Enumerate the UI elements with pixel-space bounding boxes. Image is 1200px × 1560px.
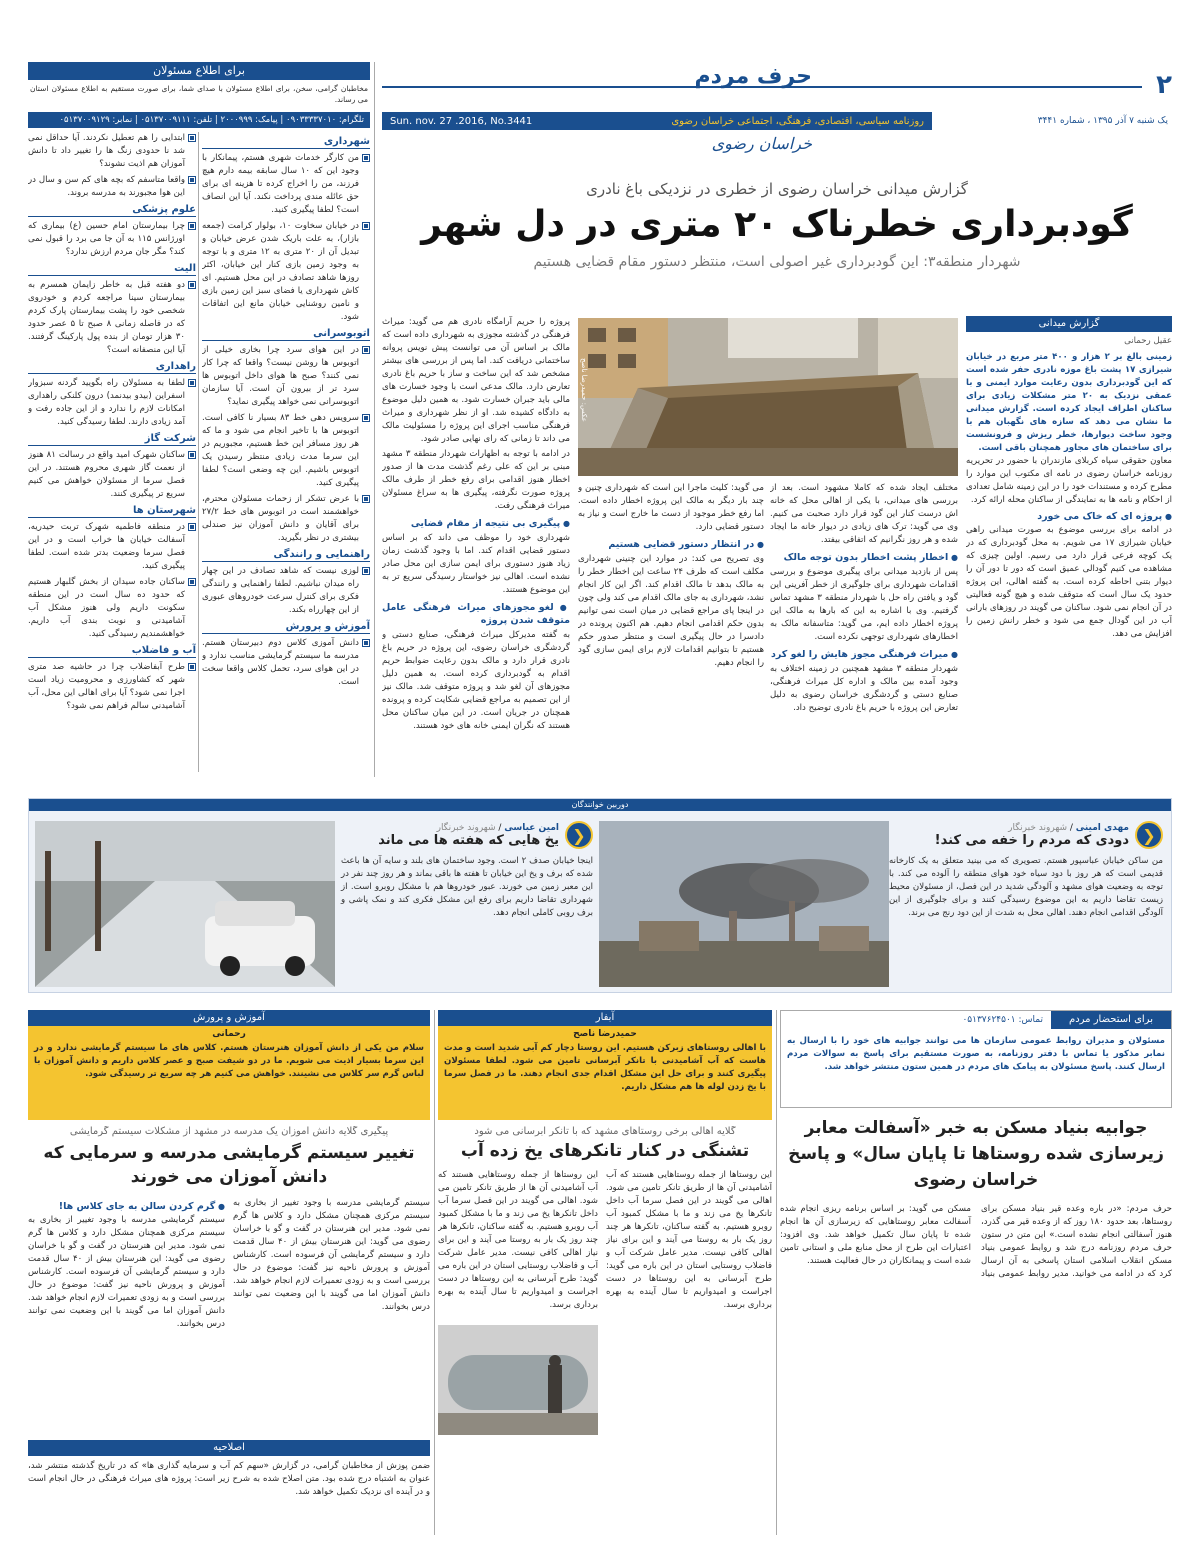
story1-text: من ساکن خیابان عباسپور هستم. تصویری که می بینید متعلق به یک کارخانه قدیمی است که هر روز با دود سیاه خود هوای منطقه را آلوده می کند. با توجه به وضعیت هوای مشهد و آلودگی شدید در این فصل، از مسئولان محیط زیست تقاضا داریم به این موضوع رسیدگی کنند و برای جلوگیری از این آلودگی اقدامی انجام دهند. اهالی محل به شدت از این دود رنج می برند. xyxy=(889,856,1163,918)
box1-phone: تماس: ۰۵۱۳۷۶۲۴۵۰۱ xyxy=(962,1015,1043,1025)
paragraph: پروژه را حریم آرامگاه نادری هم می گوید: میراث فرهنگی در گذشته مجوزی به شهرداری داده است که مالک بر اساس آن می توانست پیش نویس پروانه ساختمانی دریافت کند. اما پس از بررسی های بیشتر مشخص شد که این ساخت و ساز با حریم باغ نادری تعارض دارد. مالک مدعی است با وجود خسارت های مالی باید جبران خسارت شود. به همین دلیل موضوع به دادگاه کشیده شد. او از نظر شهرداری و میراث فرهنگی مناسب اجرای این پروژه را مسئولیت مالک می داند تا زمانی که رای نهایی صادر شود. xyxy=(382,317,570,444)
bullet-square-icon xyxy=(188,222,196,230)
box3-byline: رحمانی xyxy=(212,1029,246,1039)
article2-text-b: این روستاها از جمله روستاهایی هستند که آب آشامیدنی آن ها از طریق تانکر تامین می شود. اهالی می گویند در این فصل سرما آب داخل تانکرها یخ می زند و ما با مشکل کمبود آب روبرو هستیم. به گفته ساکنان، تانکرها هر چند روز یک بار به روستا می آیند و این برای نیاز اهالی کافی نیست. مدیر عامل شرکت آب و فاضلاب روستایی استان در این باره می گوید: طرح آبرسانی به این روستاها در دست اجراست و امیدواریم تا سال آینده به بهره برداری برسد. xyxy=(438,1170,598,1310)
body-column-2 xyxy=(770,482,958,777)
article-housing xyxy=(780,1115,1172,1535)
lead-column xyxy=(966,316,1172,776)
box2-byline: حمیدرضا ناصح xyxy=(573,1029,637,1039)
logo: خراسان رضوی xyxy=(711,134,812,153)
category-heading: اتوبوسرانی xyxy=(202,328,370,341)
box1-tag: برای استحضار مردم xyxy=(1051,1011,1171,1029)
category-heading: علوم پزشکی xyxy=(28,204,196,217)
correction-text: ضمن پوزش از مخاطبان گرامی، در گزارش «سهم کم آب و سرمایه گذاری ها» که در تاریخ گذشته منتشر شد، عنوان به اشتباه درج شده بود. متن اصلاح شده به شرح زیر است: پروژه های میراث فرهنگی در حال انجام است و در آینده ای نزدیک تکمیل خواهد شد. xyxy=(28,1461,430,1497)
box1-text: مسئولان و مدیران روابط عمومی سازمان ها می توانند جوابیه های خود را با ارسال به نمابر مذکور یا تماس با دفتر روزنامه، به صورت مستقیم برای پاسخ به سوالات مردم ارسال کنند. پاسخ مسئولان به پیامک های مردم در همین ستون منتشر خواهد شد. xyxy=(787,1036,1165,1072)
story2-city: شهروند خبرنگار xyxy=(436,822,496,833)
bullet-square-icon xyxy=(362,346,370,354)
paragraph: وی تصریح می کند: در موارد این چنینی شهرداری مکلف است که ظرف ۲۴ ساعت این اخطار خطر را به مالک بدهد تا مالک اقدام کند. اگر این کار انجام نشد، شهرداری به جای مالک اقدام می کند ولی چون در اینجا پای مراجع قضایی در میان است نمی توانیم بدون حکم اقدامی انجام دهیم. هم اکنون پرونده در دادسرا در حال پیگیری است و منتظر صدور حکم هستیم تا بتوانیم اقدامات لازم برای ایمن سازی گود را انجام دهیم. xyxy=(578,554,764,668)
article3-text: سیستم گرمایشی مدرسه با وجود تغییر از بخاری به سیستم مرکزی همچنان مشکل دارد و کلاس ها گرم نمی شود. مدیر این هنرستان در گفت و گو با خراسان رضوی می گوید: این هنرستان بیش از ۴۰ سال قدمت دارد و سیستم گرمایشی آن فرسوده است. کارشناس آموزش و پرورش ناحیه نیز گفت: موضوع در حال بررسی است و به زودی تعمیرات لازم انجام خواهد شد. دانش آموزان اما می گویند با این وضعیت نمی توانند درس بخوانند. xyxy=(233,1198,430,1312)
body-column-3 xyxy=(578,482,764,777)
bullet-square-icon xyxy=(362,154,370,162)
message-text: لوزی نیست که شاهد تصادف در این چهار راه میدان نباشیم. لطفا راهنمایی و رانندگی فکری برای کنترل سرعت خودروهای عبوری از این چهارراه بکند. xyxy=(202,566,359,615)
paragraph: پس از بازدید میدانی برای پیگیری موضوع و بررسی اقدامات شهرداری برای جلوگیری از خطر آفرینی این گود و یافتن راه حل با شهردار منطقه ۳ مشهد تماس گرفتیم. وی با اشاره به این که بارها به مالک این پروژه اخطار داده ایم، می گوید: متاسفانه مالک به اخطارهای شهرداری توجهی نکرده است. xyxy=(770,567,958,642)
list-item xyxy=(202,152,370,217)
list-item xyxy=(28,377,196,429)
box3-text: سلام من یکی از دانش آموزان هنرستان هستم. کلاس های ما سیستم گرمایشی ندارد و در این سرما بسیار اذیت می شویم. ما در دو شیفت صبح و عصر کلاس داریم و دانش آموزان با لباس گرم سر کلاس می نشینند. خواهش می کنیم هر چه سریع تر رسیدگی شود. xyxy=(34,1043,424,1079)
lead-text: زمینی بالغ بر ۲ هزار و ۴۰۰ متر مربع در خیابان شیرازی ۱۷ پشت باغ موزه نادری حفر شده است که این گودبرداری بدون رعایت موارد ایمنی و با عمقی نزدیک به ۲۰ متر مشکلات زیادی برای ساکنان اطراف ایجاد کرده است. گزارش میدانی ما نشان می دهد که سازه های نگهبان هم با وجود ساخت دیوارها، خطر ریزش و فرونشست برای ساختمان های مجاور همچنان باقی است. xyxy=(966,352,1172,453)
water-tank-image xyxy=(438,1325,598,1435)
message-text: واقعا متاسفم که بچه های کم سن و سال در این هوا مجبورند به مدرسه بروند. xyxy=(28,175,185,198)
list-item xyxy=(202,220,370,324)
paragraph: مختلف ایجاد شده که کاملا مشهود است. بعد از بررسی های میدانی، با یکی از اهالی محل که خانه اش درست کنار این گود قرار دارد صحبت می کنیم. وی می گوید: ترک های زیادی در دیوار خانه ما ایجاد شده و هر روز نگرانیم که اتفاقی بیفتد. xyxy=(770,483,958,545)
byline: عقیل رحمانی xyxy=(1124,336,1172,346)
category-heading: شهرستان ها xyxy=(28,505,196,518)
construction-pit-image xyxy=(578,318,958,476)
paragraph: به گفته مدیرکل میراث فرهنگی، صنایع دستی و گردشگری خراسان رضوی، این پروژه در حریم باغ نادری قرار دارد و مالک بدون رعایت ضوابط حریم اقدام به گودبرداری کرده است. به همین دلیل مجوزهای آن لغو شد و پروژه متوقف شد. مالک نیز از این تصمیم به مراجع قضایی شکایت کرده و پرونده همچنان در جریان است. در این میان ساکنان محل هستند که نگران ایمنی خانه های خود هستند. xyxy=(382,630,570,731)
category-heading: آموزش و پرورش xyxy=(202,621,370,634)
bullet-square-icon xyxy=(188,281,196,289)
notice-title: برای اطلاع مسئولان xyxy=(28,62,370,80)
category-heading: الیت xyxy=(28,263,196,276)
message-text: در خیابان سخاوت ۱۰، بولوار کرامت (جمعه بازار)، به علت باریک شدن عرض خیابان و تبدیل آن از ۲۰ متری به ۱۲ متری و با توجه به وجود زمین بازی کنار این خیابان، اکثر روزها شاهد تصادف در این محل هستیم. ای کاش شهرداری یا فضای سبز این زمین بازی و نامین روشنایی خیابان مانع این اتفاقات شود. xyxy=(202,221,359,322)
list-item xyxy=(28,449,196,501)
message-text: دو هفته قبل به خاطر زایمان همسرم به بیمارستان سینا مراجعه کردم و خودروی شخصی خود را پشت بیمارستان پارک کردم که در فاصله زمانی ۸ صبح تا ۵ عصر حدود ۳۰ هزار تومان از بنده پول پارکینگ گرفتند. آیا این منصفانه است؟ xyxy=(28,280,185,355)
article2-text: این روستاها از جمله روستاهایی هستند که آب آشامیدنی آن ها از طریق تانکر تامین می شود. اهالی می گویند در این فصل سرما آب داخل تانکرها یخ می زند و ما با مشکل کمبود آب روبرو هستیم. به گفته ساکنان، تانکرها هر چند روز یک بار به روستا می آیند و این برای نیاز اهالی کافی نیست. مدیر عامل شرکت آب و فاضلاب روستایی استان در این باره می گوید: طرح آبرسانی به این روستاها در دست اجراست و امیدواریم تا سال آینده به بهره برداری برسد. xyxy=(606,1170,772,1310)
story1-title: دودی که مردم را خفه می کند! xyxy=(934,832,1129,848)
article3-title: تغییر سیستم گرمایشی مدرسه و سرمایی که دانش آموزان می خورند xyxy=(43,1143,415,1187)
message-text: دانش آموزی کلاس دوم دبیرستان هستم. مدرسه ما سیستم گرمایشی مناسب ندارد و در این هوای سرد، تحمل کلاس واقعا سخت است. xyxy=(202,638,359,687)
article3-kicker: پیگیری گلایه دانش آموزان یک مدرسه در مشهد از مشکلات سیستم گرمایشی xyxy=(69,1126,389,1137)
message-text: چرا بیمارستان امام حسین (ع) بیماری که اورژانس ۱۱۵ به آن جا می برد را قبول نمی کند؟ مگر جان مردم ارزش ندارد؟ xyxy=(28,221,186,257)
list-item xyxy=(202,412,370,490)
list-item xyxy=(28,279,196,357)
education-box xyxy=(28,1010,430,1120)
arrow-left-icon: ❮ xyxy=(1135,821,1163,849)
message-text: ابتدایی را هم تعطیل نکردند. آیا حداقل نمی شد نا حدودی زنگ ها را تغییر داد تا دانش آموزان هم اذیت نشوند؟ xyxy=(28,133,185,169)
message-text: سرویس دهی خط ۸۳ بسیار نا کافی است. اتوبوس ها با تاخیر انجام می شود و ما که هر روز مسافر این خط هستیم، مجبوریم در این سرما مدت زیادی منتظر رسیدن یک اتوبوس باشیم. این چه وضعی است؟ لطفا پیگیری کنید. xyxy=(202,413,359,488)
main-headline: گودبرداری خطرناک ۲۰ متری در دل شهر xyxy=(421,204,1133,245)
icy-street-image xyxy=(35,821,335,987)
story2-title: یخ هایی که هفته ها می ماند xyxy=(378,832,559,848)
article1-text: حرف مردم: «در باره وعده قیر بنیاد مسکن برای روستاها، بعد حدود ۱۸۰ روز که از وعده قیر می گذرد، هنوز آسفالتی انجام نشده است.» این متن در ستون حرف مردم روزنامه درج شد و روابط عمومی بنیاد مسکن انقلاب اسلامی استان پاسخی به آن ارسال کرد که در ادامه می خوانید. مدیر روابط عمومی بنیاد مسکن می گوید: بر اساس برنامه ریزی انجام شده آسفالت معابر روستاهایی که زیرسازی آن ها انجام شده تا پایان سال تکمیل خواهد شد. وی افزود: اعتبارات این طرح از محل منابع ملی و استانی تامین شده است و پیمانکاران در حال فعالیت هستند. xyxy=(780,1204,1172,1279)
article2-kicker: گلایه اهالی برخی روستاهای مشهد که با تانکر آبرسانی می شود xyxy=(474,1126,736,1137)
subheading: ● پروژه ای که خاک می خورد xyxy=(966,511,1172,522)
correction-box xyxy=(28,1440,430,1535)
list-item xyxy=(202,344,370,409)
bullet-square-icon xyxy=(188,663,196,671)
reader-photo-1 xyxy=(599,821,889,987)
paragraph: شهردار منطقه ۳ مشهد همچنین در زمینه اختلاف به وجود آمده بین مالک و اداره کل میراث فرهنگی، صنایع دستی و گردشگری خراسان رضوی به دلیل تعارض این پروژه با حریم باغ نادری توضیح داد. xyxy=(770,664,958,713)
paragraph: شهرداری خود را موظف می داند که بر اساس دستور قضایی اقدام کند. اما با وجود گذشت زمان زیاد هنوز دستوری برای ایمن سازی این محل صادر نشده است. اهالی نیز خواستار رسیدگی سریع تر به این موضوع هستند. xyxy=(382,533,570,595)
main-story xyxy=(382,180,1172,270)
bullet-square-icon xyxy=(188,578,196,586)
main-kicker: گزارش میدانی خراسان رضوی از خطری در نزدیکی باغ نادری xyxy=(586,180,968,198)
category-heading: راهنمایی و رانندگی xyxy=(202,549,370,562)
arrow-left-icon: ❮ xyxy=(565,821,593,849)
message-text: من کارگر خدمات شهری هستم، پیمانکار با وجود این که ۱۰ سال سابقه بیمه دارم هیچ فرزند، من را اخراج کرده تا هزینه ای برای حق عائله مندی پرداخت نکند. آیا این انصاف است؟ لطفا پیگیری کنید. xyxy=(202,153,359,215)
bullet-square-icon xyxy=(362,222,370,230)
bullet-square-icon xyxy=(188,134,196,142)
subheading: ● در انتظار دستور قضایی هستیم xyxy=(578,538,764,551)
bullet-square-icon xyxy=(362,567,370,575)
message-text: در منطقه فاطمیه شهرک تربت حیدریه، آسفالت خیابان ها خراب است و در این فصل سرما وضعیت بدتر شده است. لطفا پیگیری کنید. xyxy=(28,522,185,571)
list-item xyxy=(202,637,370,689)
bullet-square-icon xyxy=(188,176,196,184)
abfar-box xyxy=(438,1010,772,1120)
subheading: ● اخطار پشت اخطار بدون توجه مالک xyxy=(770,551,958,564)
date-fa: یک شنبه ۷ آذر ۱۳۹۵ ، شماره ۳۴۴۱ xyxy=(1037,116,1168,126)
list-item xyxy=(28,576,196,641)
article3-text-b: سیستم گرمایشی مدرسه با وجود تغییر از بخاری به سیستم مرکزی همچنان مشکل دارد و کلاس ها گرم نمی شود. مدیر این هنرستان در گفت و گو با خراسان رضوی می گوید: این هنرستان بیش از ۴۰ سال قدمت دارد و سیستم گرمایشی آن فرسوده است. کارشناس آموزش و پرورش ناحیه نیز گفت: موضوع در حال بررسی است و به زودی تعمیرات لازم انجام خواهد شد. دانش آموزان اما می گویند با این وضعیت نمی توانند درس بخوانند. xyxy=(28,1215,225,1329)
story1-city: شهروند خبرنگار xyxy=(1008,822,1068,833)
article3-sub: ● گرم کردن سالن به جای کلاس ها! xyxy=(28,1201,225,1212)
notice-intro: مخاطبان گرامی، سخن، برای اطلاع مسئولان با صدای شما، برای صورت مستقیم به اطلاع مسئولان استان می رساند. xyxy=(30,84,368,104)
category-heading: آب و فاضلاب xyxy=(28,645,196,658)
article-heating xyxy=(28,1126,430,1431)
paragraph: می گوید: کلیت ماجرا این است که شهرداری چنین و چند بار دیگر به مالک این پروژه اخطار داده است. اما رفع خطر موجود از دست ما خارج است و نیاز به دستور قضایی دارد. xyxy=(578,483,764,532)
paragraph: در ادامه برای بررسی موضوع به صورت میدانی راهی خیابان شیرازی ۱۷ می شویم. به محل گودبرداری که در یک کوچه فرعی قرار دارد می رسیم. اولین چیزی که مشاهده می کنیم گودالی عمیق است که دور تا دور آن را دیوار بتنی احاطه کرده است. به گفته اهالی، این پروژه حدود یک سال است که متوقف شده و هیچ گونه فعالیتی در آن انجام نمی شود. ساکنان می گویند در روزهای بارانی آب در این گودال جمع می شود و خطر رانش زمین را افزایش می دهد. xyxy=(966,525,1172,639)
factory-smoke-image xyxy=(599,821,889,987)
readers-banner: دوربین خوانندگان xyxy=(29,799,1171,811)
story1-author: مهدی امینی xyxy=(1075,822,1129,833)
main-subheadline: شهردار منطقه۳: این گودبرداری غیر اصولی است، منتظر دستور مقام قضایی هستیم xyxy=(533,254,1021,270)
notice-box xyxy=(28,62,370,128)
paragraph: معاون حقوقی سپاه کربلای مازندران با حضور در تحریریه روزنامه خراسان رضوی در نامه ای مکتوب این موارد را مطرح کرده و مستندات خود را در این زمینه شامل تعدادی از احکام و نامه ها به نمایندگی از ساکنان محله ارائه کرد. xyxy=(966,456,1172,505)
correction-tag: اصلاحیه xyxy=(28,1440,430,1456)
subheading: ● میراث فرهنگی مجوز هایش را لغو کرد xyxy=(770,648,958,661)
public-notice-box xyxy=(780,1010,1172,1108)
reader-photo-2 xyxy=(35,821,335,987)
main-photo xyxy=(578,318,958,476)
article2-title: تشنگی در کنار تانکرهای یخ زده آب xyxy=(460,1141,750,1161)
notice-phones: تلگرام: ۰۹۰۳۳۳۳۷۰۱۰ | پیامک: ۲۰۰۰۹۹۹ | تلفن: ۰۵۱۳۷۰۰۹۱۱۱ | نمابر: ۰۵۱۳۷۰۰۹۱۲۹ xyxy=(28,112,370,128)
bullet-square-icon xyxy=(362,495,370,503)
date-en: Sun. nov. 27 .2016, No.3441 xyxy=(390,115,533,127)
subheading: ● پیگیری بی نتیجه از مقام قضایی xyxy=(382,517,570,530)
box2-tag: آبفار xyxy=(438,1010,772,1026)
story2-text: اینجا خیابان صدف ۲ است. وجود ساختمان های بلند و سایه آن ها باعث شده که برف و یخ این خیابان تا هفته ها باقی بماند و هر روز چند نفر در این معبر زمین می خورند. عبور خودروها هم با مشکل روبرو است. از شهرداری تقاضا داریم برای رفع این مشکل فکری کند و نمک پاشی و برف روبی کاملی انجام دهد. xyxy=(341,856,593,918)
message-text: ساکنان شهرک امید واقع در رسالت ۸۱ هنوز از نعمت گاز شهری محروم هستند. در این فصل سرما از مسئولان خواهش می کنیم سریع تر پیگیری کنند. xyxy=(28,450,185,499)
list-item xyxy=(28,521,196,573)
article-tanker xyxy=(438,1126,772,1536)
tagline: روزنامه سیاسی، اقتصادی، فرهنگی، اجتماعی خراسان رضوی xyxy=(671,115,924,127)
bullet-square-icon xyxy=(188,451,196,459)
message-text: در این هوای سرد چرا بخاری خیلی از اتوبوس ها روشن نیست؟ واقعا که چرا کار نمی کنند؟ صبح ها هوای داخل اتوبوس ها سرد تر از بیرون آن است. آیا سازمان اتوبوسرانی نمی خواهد پیگیری نماید؟ xyxy=(202,345,359,407)
message-text: طرح آبفاضلاب چرا در حاشیه صد متری شهر که کشاورزی و محرومیت زیاد است اجرا نمی شود؟ آیا برای اهالی این محل، آب آشامیدنی سالم فراهم نمی شود؟ xyxy=(28,662,185,711)
paragraph: در ادامه با توجه به اظهارات شهردار منطقه ۳ مشهد مبنی بر این که علی رغم گذشت مدت ها از صدور اخطار هنوز اقدامی برای رفع خطر از طرف مالک پروژه صورت نگرفته، پیگیری ها به سراغ مسئولان میراث فرهنگی رفت. xyxy=(382,449,570,511)
side-column-b xyxy=(28,132,196,772)
bullet-square-icon xyxy=(362,414,370,422)
section-tag: گزارش میدانی xyxy=(966,316,1172,332)
category-heading: راهداری xyxy=(28,361,196,374)
box3-tag: آموزش و پرورش xyxy=(28,1010,430,1026)
bullet-square-icon xyxy=(362,639,370,647)
side-column-a xyxy=(202,132,370,772)
body-column-5 xyxy=(382,316,570,776)
reader-story-1: ❮ مهدی امینی / شهروند خبرنگار دودی که مردم را خفه می کند! من ساکن خیابان عباسپور هستم. تصویری که می بینید متعلق به یک کارخانه قدیمی است که هر روز با دود سیاه خود هوای منطقه را آلوده می کند. با توجه به وضعیت هوای مشهد و آلودگی شدید در این فصل، از مسئولان محیط زیست تقاضا داریم به این موضوع رسیدگی کنند و برای جلوگیری از این آلودگی اقدامی انجام دهند. اهالی محل به شدت از این دود رنج می برند. xyxy=(889,822,1163,918)
section-title: حرف مردم xyxy=(694,64,812,89)
subheading: ● لغو مجوزهای میراث فرهنگی عامل متوقف شدن پروژه xyxy=(382,601,570,627)
photo-caption: عکس: حمیدرضا ناصح xyxy=(580,358,588,422)
list-item xyxy=(28,661,196,713)
bullet-square-icon xyxy=(188,523,196,531)
list-item xyxy=(28,132,196,171)
page-header xyxy=(382,62,1172,162)
list-item xyxy=(202,493,370,545)
story2-author: امین عباسی xyxy=(504,822,559,833)
article1-title: جوابیه بنیاد مسکن به خبر «آسفالت معابر زیرسازی شده روستاها تا پایان سال» و پاسخ خراسان رضوی xyxy=(788,1118,1164,1190)
message-text: لطفا به مسئولان راه بگویید گردنه سبزوار اسفراین (بیدو بیدنمد) درون کلنکی راهداری امکانات لازم را ندارد و از این جاده رفت و آمد زیادی دارند. لطفا رسیدگی کنید. xyxy=(28,378,185,427)
reader-story-2: ❮ امین عباسی / شهروند خبرنگار یخ هایی که هفته ها می ماند اینجا خیابان صدف ۲ است. وجود ساختمان های بلند و سایه آن ها باعث شده که برف و یخ این خیابان تا هفته ها باقی بماند و هر روز چند نفر در این معبر زمین می خورند. عبور خودروها هم با مشکل روبرو است. از شهرداری تقاضا داریم برای رفع این مشکل فکری کند و نمک پاشی و برف روبی کاملی انجام دهد. xyxy=(341,822,593,918)
box2-text: با اهالی روستاهای زبرکن هستیم. این روستا دچار کم آبی شدید است و مدت هاست که آب آشامیدنی با تانکر آبرسانی تامین می شود. لطفا مسئولان پیگیری کنند و برای حل این مشکل اقدام جدی انجام دهند. ما در فصل سرما با یخ زدن لوله ها هم مشکل داریم. xyxy=(444,1043,766,1092)
category-heading: شهرداری xyxy=(202,136,370,149)
page-number: ۲ xyxy=(1156,70,1172,100)
list-item xyxy=(202,565,370,617)
list-item xyxy=(28,174,196,200)
message-text: ساکنان جاده سیدان از بخش گلبهار هستیم که حدود ده سال است در این منطقه سکونت داریم ولی هنوز مشکل آب آشامیدنی و نوبت بندی آب داریم. خواهشمندیم رسیدگی کنید. xyxy=(28,577,185,639)
readers-section xyxy=(28,798,1172,993)
category-heading: شرکت گاز xyxy=(28,433,196,446)
bullet-square-icon xyxy=(188,379,196,387)
list-item xyxy=(28,220,196,259)
message-text: با عرض تشکر از زحمات مسئولان محترم، خواهشمند است در اتوبوس های خط ۲۷/۲ برای آقایان و دانش آموزان نیز صندلی بیشتری در نظر بگیرید. xyxy=(202,494,359,543)
